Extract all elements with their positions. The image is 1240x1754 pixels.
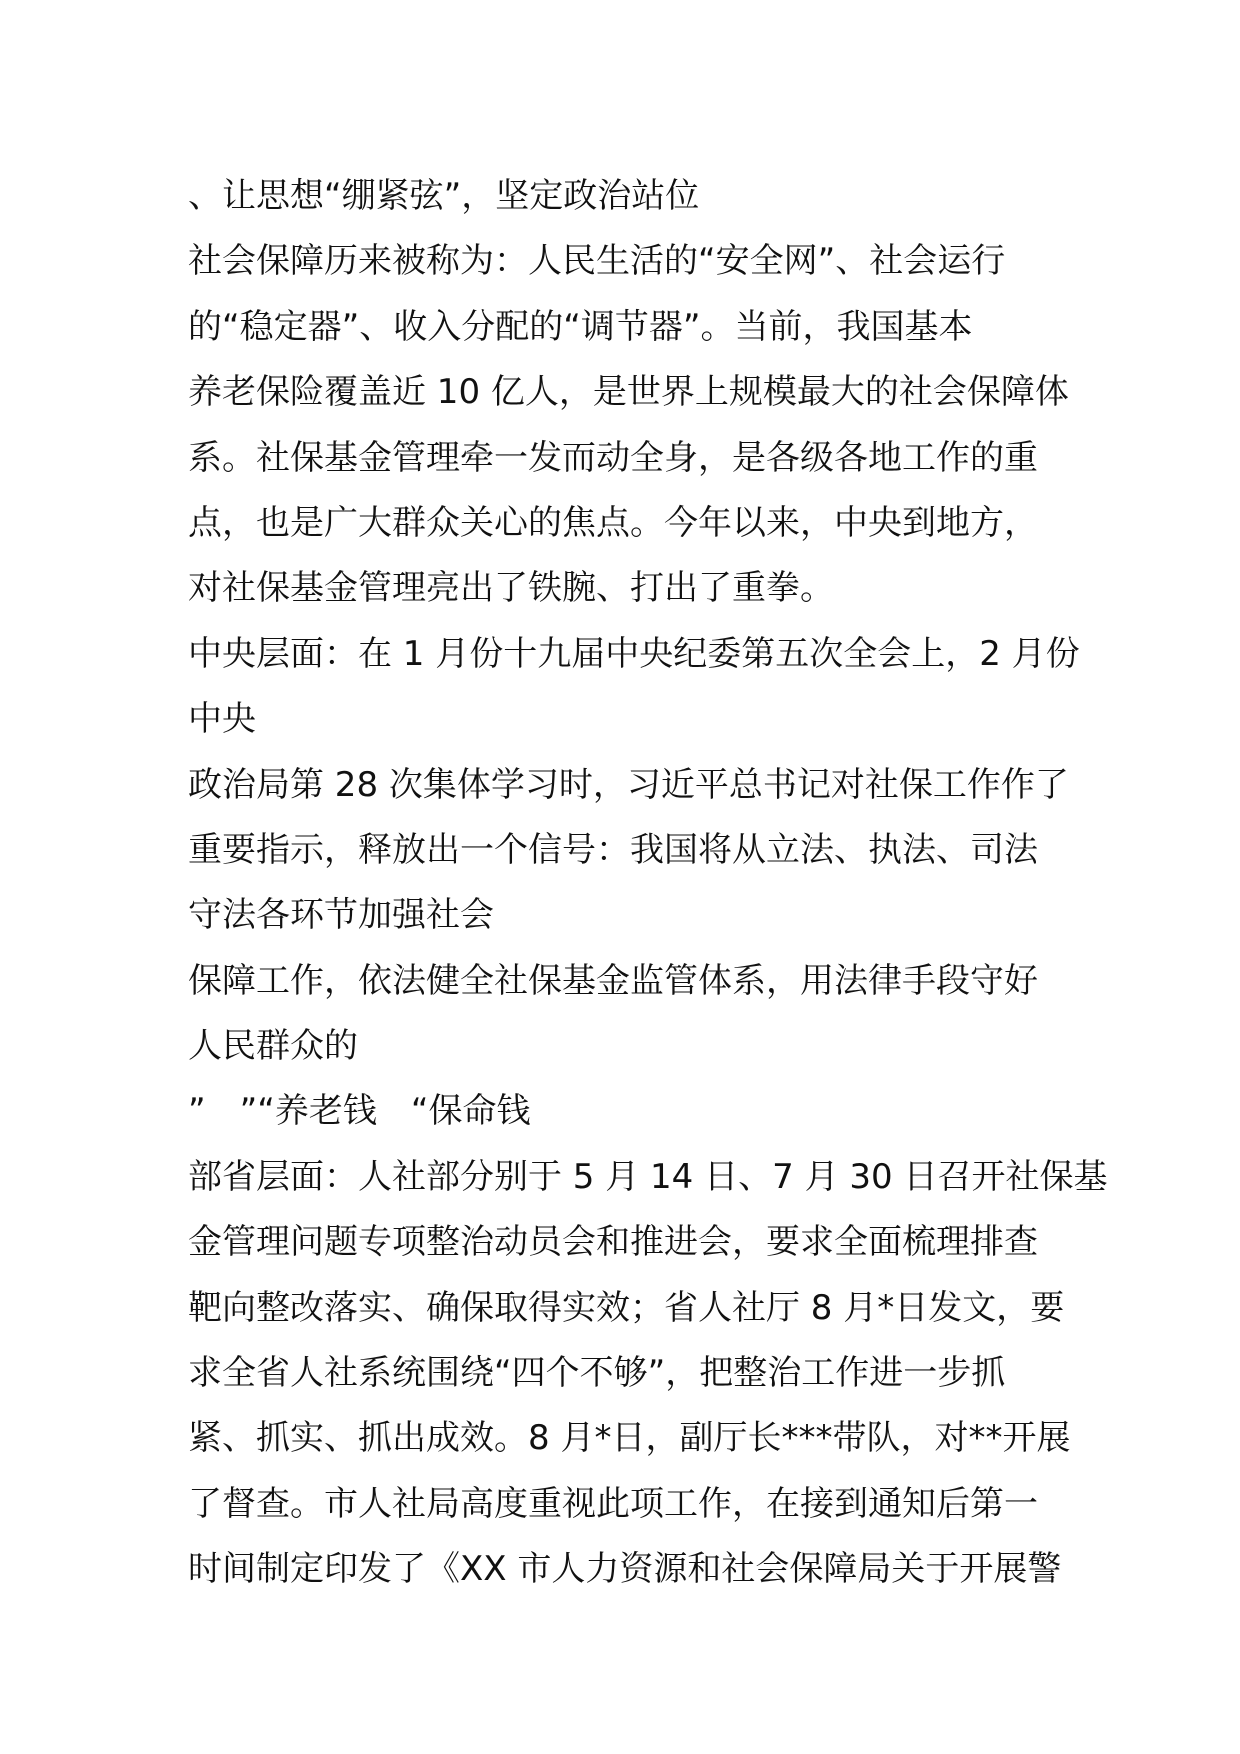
paragraph-line: 社会保障历来被称为：人民生活的“安全网”、社会运行: [188, 241, 1006, 282]
paragraph-line: 人民群众的: [188, 1026, 358, 1067]
paragraph-line: 点，也是广大群众关心的焦点。今年以来，中央到地方，: [188, 502, 1038, 543]
paragraph-line: 中央: [188, 699, 256, 740]
paragraph-line: 重要指示，释放出一个信号：我国将从立法、执法、司法: [188, 829, 1038, 870]
paragraph-line: 政治局第 28 次集体学习时，习近平总书记对社保工作作了: [188, 764, 1069, 805]
paragraph-line: ” ”“养老钱 “保命钱: [188, 1091, 531, 1132]
section-heading: 、让思想“绷紧弦”，坚定政治站位: [188, 176, 700, 216]
paragraph-line: 时间制定印发了《XX 市人力资源和社会保障局关于开展警: [188, 1549, 1062, 1590]
paragraph-line: 保障工作，依法健全社保基金监管体系，用法律手段守好: [188, 960, 1038, 1001]
paragraph-line: 紧、抓实、抓出成效。8 月*日，副厅长***带队，对**开展: [188, 1418, 1071, 1459]
paragraph-line: 的“稳定器”、收入分配的“调节器”。当前，我国基本: [188, 306, 973, 347]
paragraph-line: 求全省人社系统围绕“四个不够”，把整治工作进一步抓: [188, 1353, 1006, 1394]
paragraph-line: 养老保险覆盖近 10 亿人，是世界上规模最大的社会保障体: [188, 372, 1069, 413]
paragraph-line: 对社保基金管理亮出了铁腕、打出了重拳。: [188, 568, 834, 609]
paragraph-line: 系。社保基金管理牵一发而动全身，是各级各地工作的重: [188, 437, 1038, 478]
paragraph-line: 靶向整改落实、确保取得实效；省人社厅 8 月*日发文，要: [188, 1287, 1065, 1328]
paragraph-line: 金管理问题专项整治动员会和推进会，要求全面梳理排查: [188, 1222, 1038, 1263]
paragraph-line: 中央层面：在 1 月份十九届中央纪委第五次全会上，2 月份: [188, 633, 1080, 674]
paragraph-line: 部省层面：人社部分别于 5 月 14 日、7 月 30 日召开社保基: [188, 1156, 1108, 1197]
document-body: [188, 164, 1108, 1603]
paragraph-line: 守法各环节加强社会: [188, 895, 494, 936]
paragraph-line: 了督查。市人社局高度重视此项工作，在接到通知后第一: [188, 1483, 1038, 1524]
